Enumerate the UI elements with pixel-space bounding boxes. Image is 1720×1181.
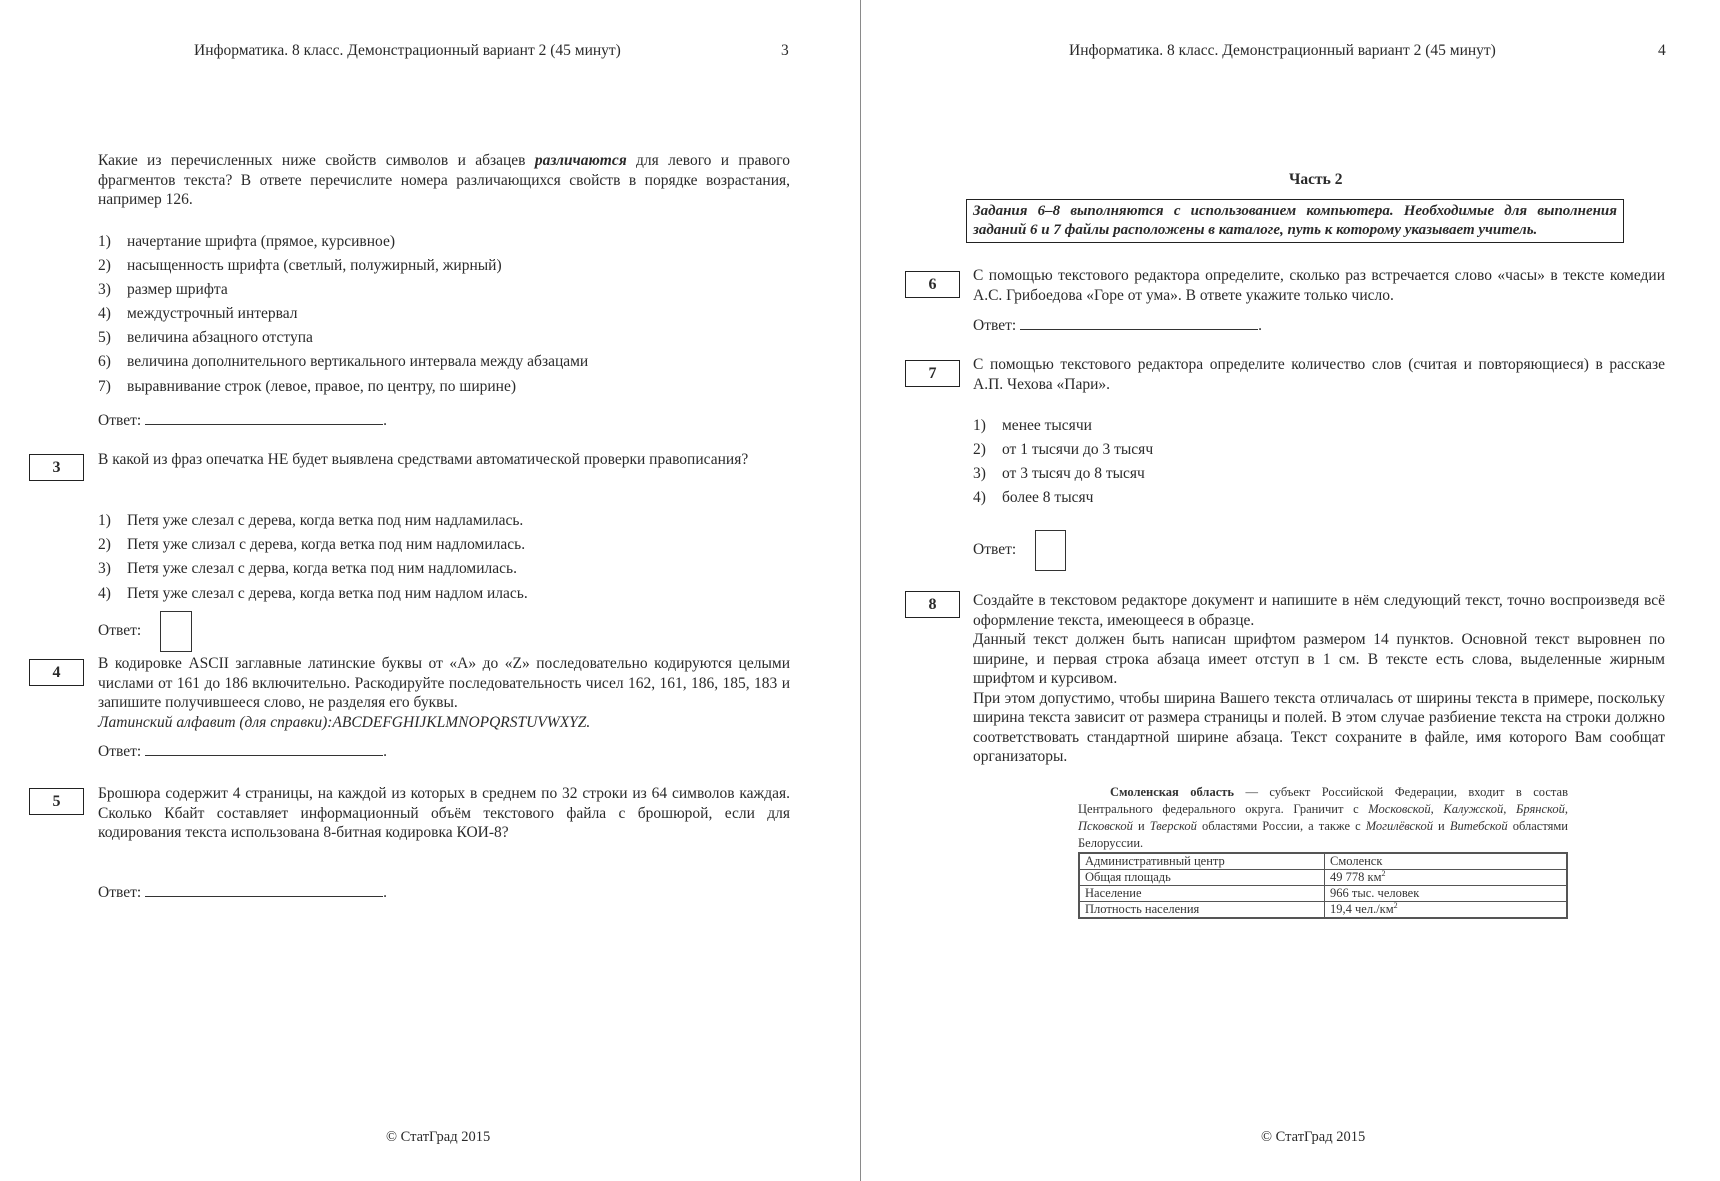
question-4-text <box>98 654 790 732</box>
sample-bold-term: Смоленская область <box>1110 785 1234 799</box>
question-4-number: 4 <box>29 659 84 686</box>
sample-sep: , <box>1564 802 1569 816</box>
q3-option <box>98 559 517 578</box>
q2-answer <box>98 410 387 430</box>
answer-line[interactable] <box>145 410 383 425</box>
table-row <box>1079 902 1567 919</box>
table-row <box>1079 853 1567 870</box>
page-footer: © СтатГрад 2015 <box>1261 1129 1366 1145</box>
intro-text: Какие из перечисленных ниже свойств символов и абзацев <box>98 152 535 169</box>
page-header: Информатика. 8 класс. Демонстрационный вариант 2 (45 минут) <box>194 42 621 59</box>
q8-paragraph: Данный текст должен быть написан шрифтом размером 14 пунктов. Основной текст выровнен по ширине, и первая строка абзаца имеет отступ в 1 см. В тексте есть слова, выделенные жирным шрифтом и курсивом. <box>973 631 1665 687</box>
option-text: величина абзацного отступа <box>127 329 313 346</box>
q2-option <box>98 304 298 323</box>
answer-line[interactable] <box>1020 315 1258 330</box>
answer-period: . <box>383 884 388 901</box>
cell-sup: 2 <box>1381 868 1386 878</box>
table-cell <box>1325 902 1568 919</box>
question-8-number: 8 <box>905 591 960 618</box>
q2-option <box>98 377 516 396</box>
page-header: Информатика. 8 класс. Демонстрационный вариант 2 (45 минут) <box>1069 42 1496 59</box>
option-text: Петя уже слезал с дерева, когда ветка под ним надламилась. <box>127 512 524 529</box>
option-number: 3) <box>98 281 111 298</box>
option-text: Петя уже слезал с дерва, когда ветка под ним надломилась. <box>127 560 517 577</box>
answer-label: Ответ: <box>973 317 1017 334</box>
option-number: 4) <box>98 305 111 322</box>
page-footer: © СтатГрад 2015 <box>386 1129 491 1145</box>
sample-paragraph <box>1078 784 1568 852</box>
option-number: 3) <box>973 465 986 482</box>
option-text: начертание шрифта (прямое, курсивное) <box>127 233 395 250</box>
sample-text <box>1078 784 1568 919</box>
sample-sep: , <box>1503 802 1516 816</box>
cell-value: Смоленск <box>1330 854 1383 868</box>
option-number: 1) <box>98 512 111 529</box>
q2-option <box>98 256 502 275</box>
table-cell <box>1325 853 1568 870</box>
cell-value: 966 тыс. человек <box>1330 886 1420 900</box>
question-4-body: В кодировке ASCII заглавные латинские буквы от «A» до «Z» последовательно кодируются целыми числами от 161 до 186 включительно. Раскодируйте последовательность чисел 162, 161, 186, 185, 183 и запишите получившееся слово, не разделяя его буквы. <box>98 655 790 711</box>
q7-option <box>973 440 1153 459</box>
table-row <box>1079 870 1567 886</box>
q3-option <box>98 511 523 530</box>
question-5-number: 5 <box>29 788 84 815</box>
table-cell: Население <box>1079 886 1325 902</box>
question-7-number: 7 <box>905 360 960 387</box>
answer-line[interactable] <box>145 882 383 897</box>
cell-value: 19,4 чел./км <box>1330 902 1394 916</box>
question-5-text: Брошюра содержит 4 страницы, на каждой из которых в среднем по 32 строки из 64 символов каждая. Сколько Кбайт составляет информационный объём текстового файла с брошюрой, если для кодирования текста использована 8-битная кодировка КОИ-8? <box>98 785 790 841</box>
sample-sep: , <box>1430 802 1444 816</box>
q6-answer <box>973 315 1262 335</box>
option-text: величина дополнительного вертикального интервала между абзацами <box>127 353 589 370</box>
option-number: 2) <box>98 536 111 553</box>
question-6-number: 6 <box>905 271 960 298</box>
sample-sep: и <box>1132 819 1150 833</box>
part-instructions: Задания 6–8 выполняются с использованием компьютера. Необходимые для выполнения заданий 6 и 7 файлы расположены в каталоге, путь к которому указывает учитель. <box>966 199 1624 243</box>
option-number: 3) <box>98 560 111 577</box>
q4-answer <box>98 741 387 761</box>
right-page <box>861 0 1720 1181</box>
option-text: насыщенность шрифта (светлый, полужирный, жирный) <box>127 257 502 274</box>
sample-italic: Тверской <box>1149 819 1197 833</box>
q8-paragraph: Создайте в текстовом редакторе документ и напишите в нём следующий текст, точно воспроизведя всё оформление текста, имеющееся в образце. <box>973 592 1665 629</box>
option-number: 4) <box>98 585 111 602</box>
part-title: Часть 2 <box>1289 171 1343 188</box>
table-cell: Административный центр <box>1079 853 1325 870</box>
q2-option <box>98 352 588 371</box>
option-text: выравнивание строк (левое, правое, по центру, по ширине) <box>127 378 516 395</box>
alphabet-reference: Латинский алфавит (для справки):ABCDEFGHIJKLMNOPQRSTUVWXYZ. <box>98 713 591 731</box>
sample-italic: Витебской <box>1449 819 1508 833</box>
option-text: междустрочный интервал <box>127 305 298 322</box>
answer-label: Ответ: <box>973 541 1017 558</box>
table-row <box>1079 886 1567 902</box>
question-2-text <box>98 151 790 210</box>
q7-answer-box[interactable] <box>1035 530 1066 571</box>
intro-emphasis: различаются <box>534 152 627 169</box>
answer-period: . <box>383 743 388 760</box>
q7-option <box>973 416 1092 435</box>
answer-label: Ответ: <box>98 884 142 901</box>
q8-paragraph: При этом допустимо, чтобы ширина Вашего текста отличалась от ширины текста в примере, поскольку ширина текста зависит от размера страницы и полей. В этом случае разбиение текста на строки должно соответствовать стандартной ширине абзаца. Текст сохраните в файле, имя которого Вам сообщат организаторы. <box>973 689 1665 765</box>
q2-option <box>98 232 395 251</box>
cell-sup: 2 <box>1393 900 1398 910</box>
option-text: размер шрифта <box>127 281 228 298</box>
q7-answer <box>973 541 1016 559</box>
option-text: Петя уже слезал с дерева, когда ветка под ним надлом илась. <box>127 585 528 602</box>
sample-table <box>1078 852 1568 919</box>
option-number: 7) <box>98 378 111 395</box>
option-number: 1) <box>98 233 111 250</box>
option-text: от 3 тысяч до 8 тысяч <box>1002 465 1145 482</box>
option-text: более 8 тысяч <box>1002 489 1094 506</box>
sample-italic: Могилёвской <box>1365 819 1433 833</box>
option-text: от 1 тысячи до 3 тысяч <box>1002 441 1154 458</box>
answer-label: Ответ: <box>98 412 142 429</box>
cell-value: 49 778 км <box>1330 870 1382 884</box>
question-7-text: С помощью текстового редактора определите количество слов (считая и повторяющиеся) в рассказе А.П. Чехова «Пари». <box>973 356 1665 393</box>
question-3-text: В какой из фраз опечатка НЕ будет выявлена средствами автоматической проверки правописания? <box>98 451 749 468</box>
sample-italic: Московской <box>1368 802 1431 816</box>
sample-italic: Калужской <box>1443 802 1504 816</box>
q5-answer <box>98 882 387 902</box>
question-3-number: 3 <box>29 454 84 481</box>
question-6-text: С помощью текстового редактора определите, сколько раз встречается слово «часы» в тексте комедии А.С. Грибоедова «Горе от ума». В ответе укажите только число. <box>973 267 1665 304</box>
q3-option <box>98 584 528 603</box>
sample-text-part: областями Белоруссии. <box>1078 819 1568 850</box>
q7-option <box>973 464 1145 483</box>
sample-sep: и <box>1432 819 1450 833</box>
option-text: менее тысячи <box>1002 417 1092 434</box>
q7-option <box>973 488 1093 507</box>
answer-label: Ответ: <box>98 743 142 760</box>
sample-italic: Псковской <box>1078 819 1133 833</box>
table-cell: Общая площадь <box>1079 870 1325 886</box>
answer-period: . <box>383 412 388 429</box>
question-8-text <box>973 591 1665 767</box>
sample-text-part: — субъект Российской Федерации, входит в состав Центрального федерального округа. Граничит с <box>1078 785 1568 816</box>
sample-italic: Брянской <box>1516 802 1565 816</box>
option-number: 2) <box>973 441 986 458</box>
q3-option <box>98 535 525 554</box>
q3-answer <box>98 622 141 640</box>
option-number: 5) <box>98 329 111 346</box>
page-number: 3 <box>781 42 789 59</box>
page-number: 4 <box>1658 42 1666 59</box>
table-cell: Плотность населения <box>1079 902 1325 919</box>
q3-answer-box[interactable] <box>160 611 192 652</box>
q2-option <box>98 328 313 347</box>
table-cell <box>1325 870 1568 886</box>
option-number: 6) <box>98 353 111 370</box>
answer-label: Ответ: <box>98 622 142 639</box>
sample-text-part: областями России, а также с <box>1196 819 1366 833</box>
answer-period: . <box>1258 317 1263 334</box>
answer-line[interactable] <box>145 741 383 756</box>
option-number: 4) <box>973 489 986 506</box>
option-number: 1) <box>973 417 986 434</box>
option-number: 2) <box>98 257 111 274</box>
intro-text-end: для левого и правого фрагментов текста? В ответе перечислите номера различающихся свойств в порядке возрастания, например 126. <box>98 152 791 208</box>
q2-option <box>98 280 228 299</box>
table-cell <box>1325 886 1568 902</box>
option-text: Петя уже слизал с дерева, когда ветка под ним надломилась. <box>127 536 526 553</box>
